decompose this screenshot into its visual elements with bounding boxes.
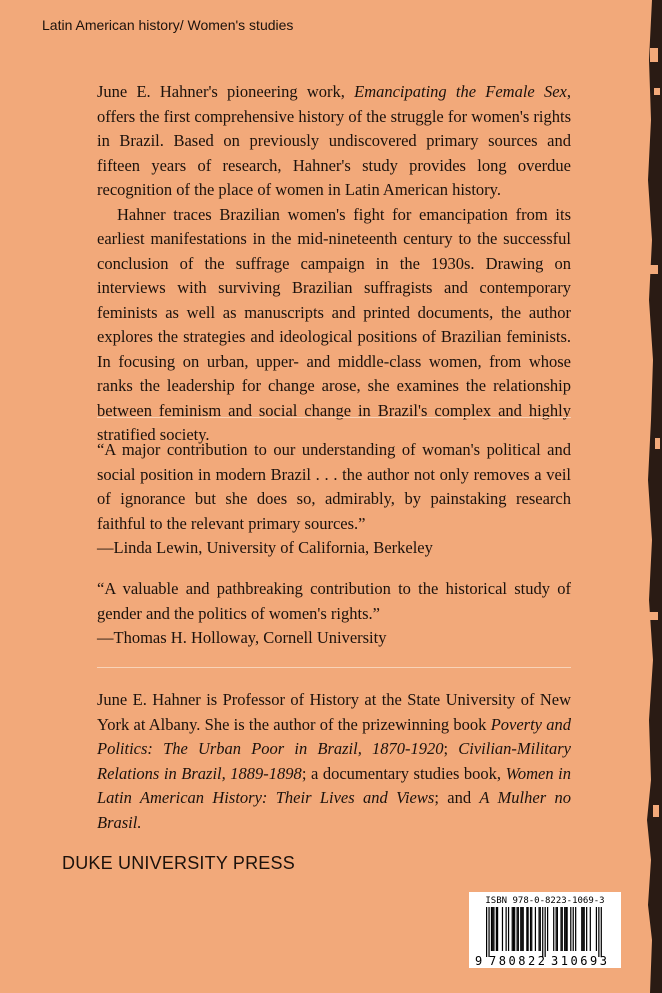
torn-edge: [636, 0, 662, 993]
text-run: , offers the first comprehensive history of the struggle for women's rights in Brazil. Based on previously undiscovered primary sources and fifteen years of research, Hahner's study provides long overdue recognition of the place of women in Latin American history.: [97, 82, 571, 199]
barcode-bar: [545, 907, 546, 957]
author-bio: [97, 688, 571, 835]
barcode-bars: [469, 892, 621, 968]
publisher-name: DUKE UNIVERSITY PRESS: [62, 853, 295, 873]
description-paragraph-1: [97, 80, 571, 203]
barcode-bar: [486, 907, 487, 957]
barcode-bar: [518, 907, 519, 951]
italic-title: Women in Latin American History: Their Lives and Views: [97, 763, 571, 807]
quote-attribution: —Linda Lewin, University of California, Berkeley: [97, 538, 433, 557]
barcode-bar: [493, 907, 494, 951]
barcode-bar: [492, 907, 493, 951]
barcode-bar: [590, 907, 591, 951]
barcode-bar: [540, 907, 541, 951]
text-run: ; and: [434, 788, 480, 807]
barcode-bar: [496, 907, 497, 951]
text-run: ;: [443, 739, 459, 758]
barcode-left-digits: 780822: [489, 954, 545, 968]
author-bio-text: [97, 688, 571, 835]
barcode-bar: [601, 907, 602, 957]
italic-title: Civilian-Military Relations in Brazil, 1889-1898: [97, 739, 571, 783]
barcode-bar: [573, 907, 574, 951]
barcode-bar: [520, 907, 521, 951]
barcode-bar: [535, 907, 536, 951]
barcode-bar: [582, 907, 583, 951]
barcode-bar: [596, 907, 597, 951]
quote-attribution: —Thomas H. Holloway, Cornell University: [97, 628, 387, 647]
barcode-bar: [502, 907, 503, 951]
isbn-barcode: [469, 892, 621, 968]
barcode-bar: [570, 907, 571, 951]
barcode-bar: [521, 907, 522, 951]
divider-rule: [97, 417, 571, 418]
quote-text: “A valuable and pathbreaking contribution to the historical study of gender and the politics of women's rights.”: [97, 579, 571, 623]
barcode-bar: [526, 907, 527, 951]
description-paragraph-2: [97, 203, 571, 448]
barcode-bar: [517, 907, 518, 951]
barcode-bar: [586, 907, 587, 951]
italic-title: Poverty and Politics: The Urban Poor in Brazil, 1870-1920: [97, 714, 571, 758]
barcode-bar: [530, 907, 531, 951]
quote-text: “A major contribution to our understanding of woman's political and social position in modern Brazil . . . the author not only removes a veil of ignorance but she does so, admirably, by painstaking research faithful to the relevant primary sources.”: [97, 440, 571, 533]
barcode-bar: [584, 907, 585, 951]
barcode-bar: [553, 907, 554, 951]
barcode-bar: [598, 907, 599, 957]
text-run: June E. Hahner is Professor of History at the State University of New York at Albany. She is the author of the prizewinning book: [97, 690, 571, 734]
barcode-bar: [531, 907, 532, 951]
barcode-bar: [538, 907, 539, 951]
review-quote-1: [97, 438, 571, 561]
barcode-bar: [527, 907, 528, 951]
barcode-bar: [497, 907, 498, 951]
barcode-bar: [581, 907, 582, 951]
barcode-bar: [560, 907, 561, 951]
barcode-first-digit: 9: [475, 954, 483, 968]
review-quote-2: [97, 577, 571, 651]
description: [97, 80, 571, 448]
barcode-bar: [506, 907, 507, 951]
italic-title: Emancipating the Female Sex: [354, 82, 567, 101]
isbn-label: ISBN 978-0-8223-1069-3: [485, 896, 605, 906]
divider-rule: [97, 667, 571, 668]
text-run: ; a documentary studies book,: [301, 763, 506, 783]
barcode-right-digits: 310693: [551, 954, 607, 968]
category-label: Latin American history/ Women's studies: [42, 17, 294, 33]
barcode-bar: [575, 907, 576, 951]
text-run: June E. Hahner's pioneering work,: [97, 82, 355, 101]
barcode-bar: [508, 907, 509, 951]
barcode-bar: [514, 907, 515, 951]
barcode-bar: [557, 907, 558, 951]
barcode-bar: [567, 907, 568, 951]
barcode-bar: [562, 907, 563, 951]
barcode-bar: [547, 907, 548, 951]
barcode-bar: [488, 907, 489, 957]
barcode-bar: [513, 907, 514, 951]
barcode-bar: [491, 907, 492, 951]
barcode-bar: [523, 907, 524, 951]
barcode-bar: [556, 907, 557, 951]
barcode-bar: [564, 907, 565, 951]
text-run: Hahner traces Brazilian women's fight for emancipation from its earliest manifestations in the mid-nineteenth century to the successful conclusion of the suffrage campaign in the 1930s. Drawing on interviews with surviving Brazilian suffragists and contemporary feminists as well as manuscripts and printed documents, the author explores the strategies and ideological positions of Brazilian feminists. In focusing on urban, upper- and middle-class women, from whose ranks the leadership for change arose, she examines the relationship between feminism and social change in Brazil's complex and highly stratified society.: [97, 204, 571, 444]
barcode-bar: [565, 907, 566, 951]
barcode-bar: [542, 907, 543, 957]
barcode-bar: [512, 907, 513, 951]
italic-title: A Mulher no Brasil.: [97, 788, 571, 832]
